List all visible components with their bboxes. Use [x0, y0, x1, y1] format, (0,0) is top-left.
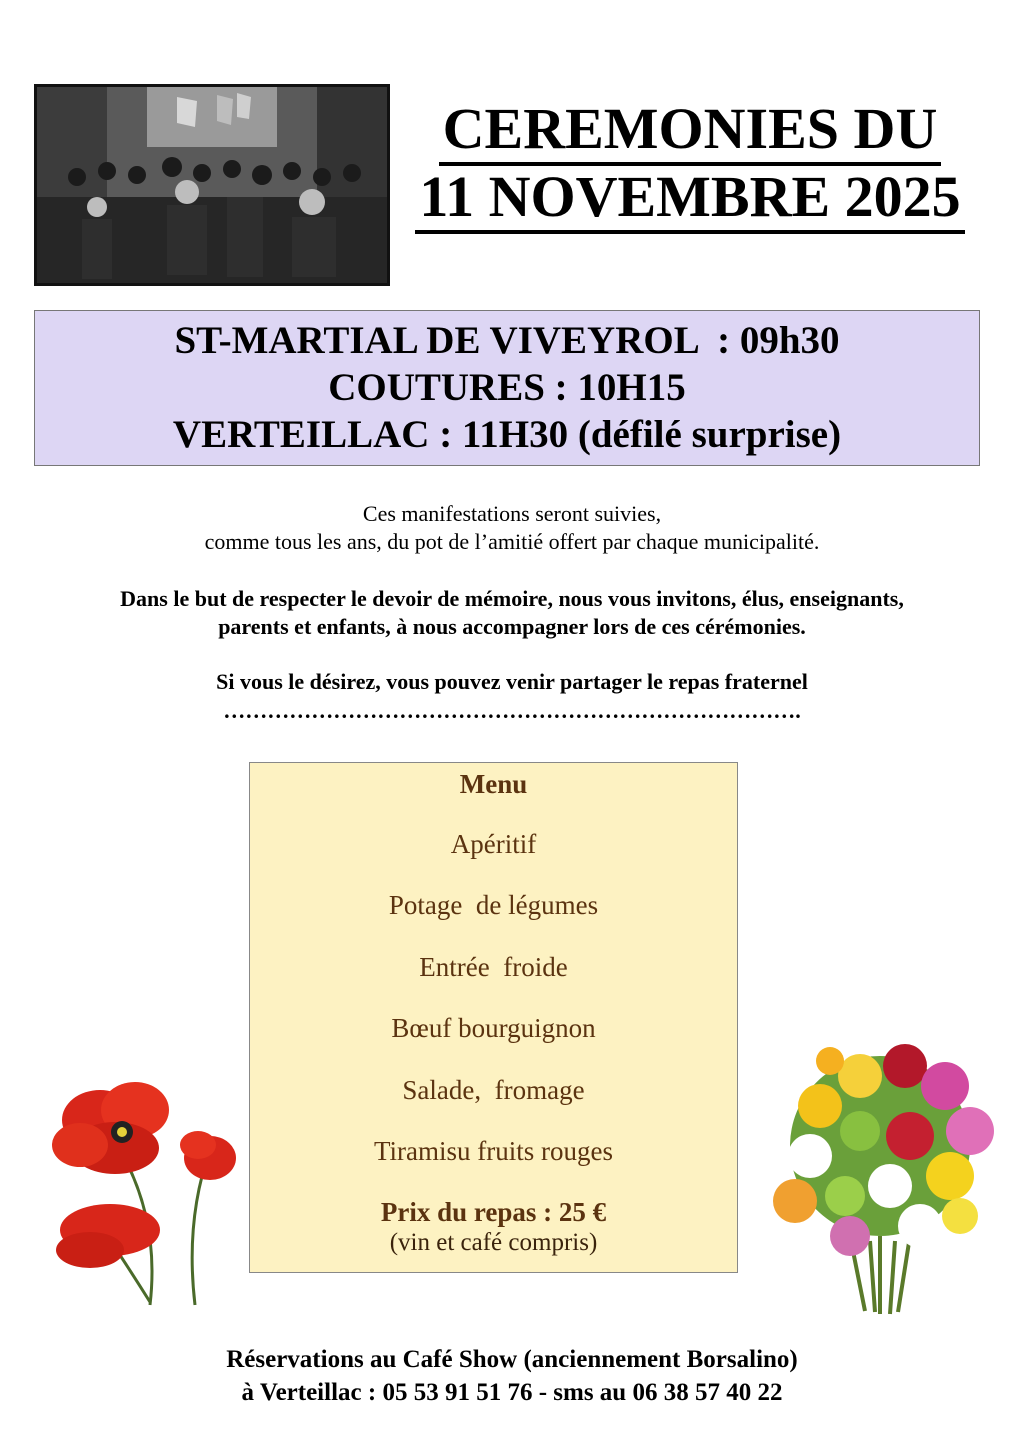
schedule-line-verteillac: VERTEILLAC : 11H30 (défilé surprise) — [172, 413, 842, 456]
poppy-bud-icon — [56, 1204, 160, 1268]
page-title — [410, 98, 970, 234]
menu-item-entree: Entrée froide — [419, 952, 568, 982]
schedule-line-coutures: COUTURES : 10H15 — [328, 366, 686, 409]
invitation-line-1: Dans le but de respecter le devoir de mémoire, nous vous invitons, élus, enseignants, — [120, 586, 904, 611]
crowd-photo-illustration — [37, 87, 387, 283]
menu-item-potage: Potage de légumes — [388, 890, 599, 920]
menu-item-salade: Salade, fromage — [402, 1075, 585, 1105]
menu-item-dessert: Tiramisu fruits rouges — [373, 1136, 613, 1166]
bouquet-flowers-icon — [773, 1044, 994, 1256]
reservation-line-2: à Verteillac : 05 53 91 51 76 - sms au 06 38 57 40 22 — [241, 1379, 783, 1406]
menu-price: Prix du repas : 25 € — [380, 1197, 607, 1227]
poppy-flowers-illustration — [10, 1070, 250, 1310]
historic-armistice-photo — [34, 84, 390, 286]
menu-item-aperitif: Apéritif — [450, 829, 537, 859]
ceremony-schedule-box — [34, 310, 980, 466]
invitation-line-2: parents et enfants, à nous accompagner lors de ces cérémonies. — [218, 614, 806, 639]
schedule-line-st-martial: ST-MARTIAL DE VIVEYROL : 09h30 — [174, 319, 840, 362]
flower-bouquet-illustration — [750, 1036, 1014, 1316]
intro-line-1: Ces manifestations seront suivies, — [362, 501, 662, 526]
repas-dots: ……………………………………………………………………. — [223, 698, 801, 723]
poppy-small-icon — [180, 1131, 236, 1180]
title-line-2: 11 NOVEMBRE 2025 — [415, 166, 964, 234]
menu-title: Menu — [459, 769, 528, 799]
menu-box — [249, 762, 738, 1273]
menu-item-boeuf: Bœuf bourguignon — [391, 1013, 596, 1043]
repas-line: Si vous le désirez, vous pouvez venir partager le repas fraternel — [216, 669, 808, 694]
poppy-large-icon — [52, 1082, 169, 1174]
reservation-line-1: Réservations au Café Show (anciennement Borsalino) — [226, 1346, 798, 1373]
title-line-1: CEREMONIES DU — [439, 98, 942, 166]
menu-price-note: (vin et café compris) — [389, 1229, 598, 1256]
intro-line-2: comme tous les ans, du pot de l’amitié offert par chaque municipalité. — [204, 529, 820, 554]
